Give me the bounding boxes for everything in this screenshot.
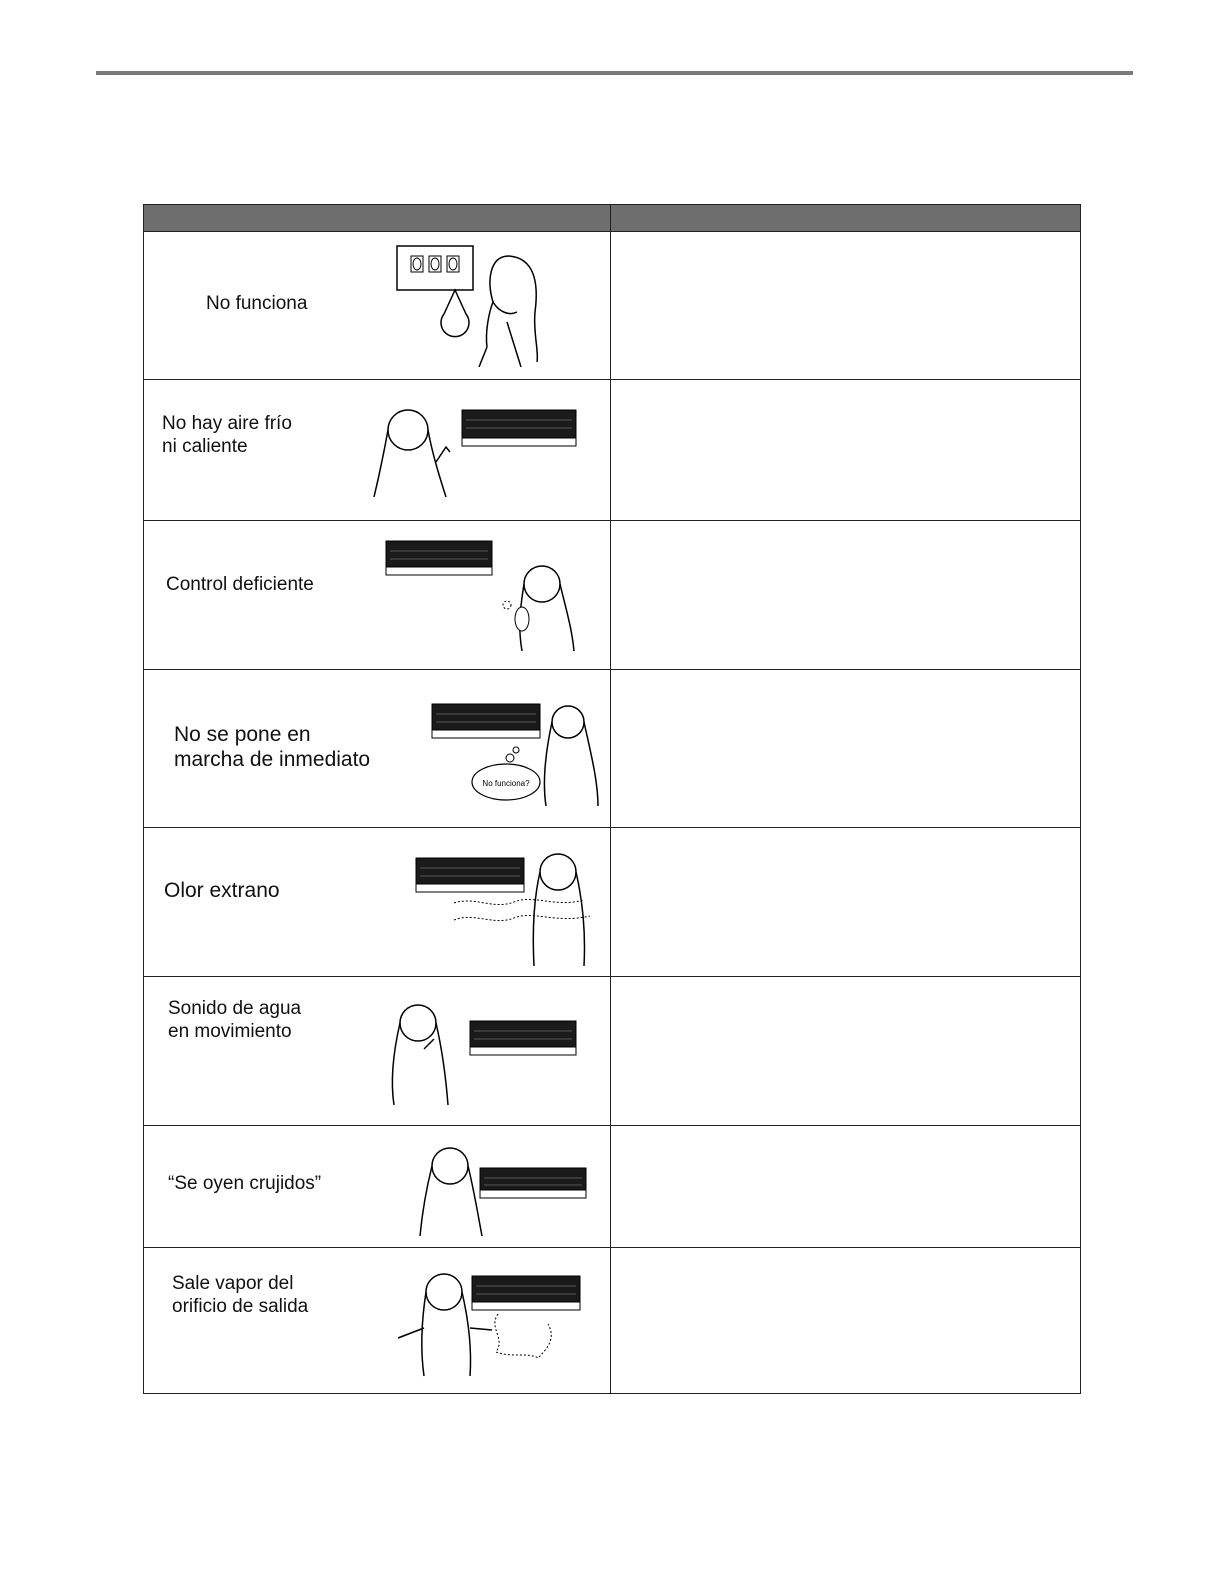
woman-odor-illustration [414, 848, 594, 968]
symptom-cell [144, 828, 611, 977]
symptom-cell [144, 380, 611, 521]
symptom-cell [144, 670, 611, 828]
symptom-label: No se pone en marcha de inmediato [174, 723, 371, 771]
table-row [144, 380, 1081, 521]
header-symptom [144, 205, 611, 232]
solution-cell [611, 670, 1081, 828]
woman-vapor-illustration [388, 1268, 588, 1378]
table-row [144, 521, 1081, 670]
symptom-label: Sonido de agua en movimiento [168, 998, 302, 1042]
symptom-label: No funciona [206, 293, 308, 314]
troubleshooting-table [143, 204, 1081, 1394]
table-row [144, 232, 1081, 380]
solution-cell [611, 1248, 1081, 1394]
top-rule [96, 71, 1133, 75]
table-row [144, 1248, 1081, 1394]
symptom-cell [144, 977, 611, 1126]
symptom-label: No hay aire frío ni caliente [162, 413, 292, 457]
symptom-label: Control deficiente [166, 574, 314, 595]
woman-hearing-illustration [414, 1140, 594, 1240]
symptom-label: Sale vapor del orificio de salida [172, 1273, 309, 1317]
symptom-cell [144, 1248, 611, 1394]
woman-remote-illustration [382, 539, 582, 657]
solution-cell [611, 977, 1081, 1126]
table-header-row [144, 205, 1081, 232]
fuse-box-illustration [389, 242, 549, 367]
solution-cell [611, 1126, 1081, 1248]
header-solution [611, 205, 1081, 232]
table-row [144, 1126, 1081, 1248]
solution-cell [611, 380, 1081, 521]
solution-cell [611, 521, 1081, 670]
woman-listening-illustration [384, 999, 584, 1109]
solution-cell [611, 828, 1081, 977]
woman-thinking-illustration [430, 700, 605, 810]
table-row [144, 670, 1081, 828]
table-row [144, 977, 1081, 1126]
bubble-text: No funciona? [482, 779, 530, 788]
symptom-cell [144, 232, 611, 380]
symptom-label: “Se oyen crujidos” [168, 1173, 322, 1194]
symptom-cell [144, 1126, 611, 1248]
symptom-label: Olor extrano [164, 879, 280, 902]
table-row [144, 828, 1081, 977]
solution-cell [611, 232, 1081, 380]
woman-pointing-illustration [366, 402, 581, 502]
symptom-cell [144, 521, 611, 670]
